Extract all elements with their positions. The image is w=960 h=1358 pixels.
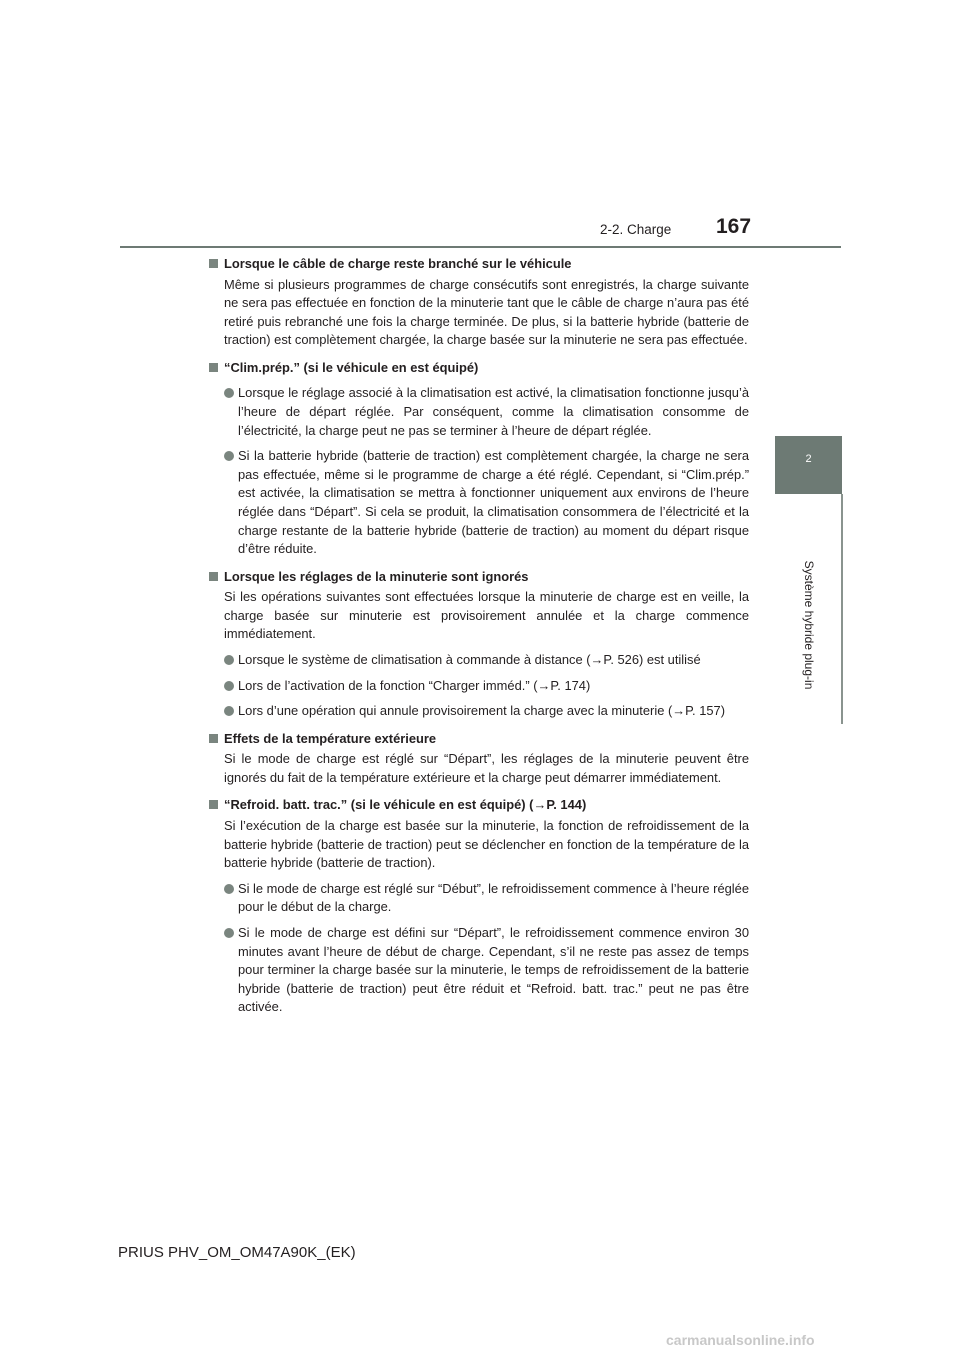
section-cable-connected: [209, 255, 749, 350]
round-bullet-icon: [224, 451, 234, 461]
section-text: Même si plusieurs programmes de charge consécutifs sont enregistrés, la charge suivante ne sera pas effectuée en fonction de la minuterie tant que le câble de charge n’aura pas été retiré puis rebranché une fois la charge terminée. De plus, si la batterie hybride (batterie de traction) est complètement chargée, la charge basée sur la minuterie ne sera pas effectuée.: [224, 276, 749, 348]
section-heading: “Refroid. batt. trac.” (si le véhicule en est équipé) (→P. 144): [209, 796, 749, 815]
list-item: Si le mode de charge est défini sur “Départ”, le refroidissement commence environ 30 minutes avant l’heure de début de charge. Cependant, s’il ne reste pas assez de temps pour terminer la charge basée sur la minuterie, le temps de refroidissement de la batterie hybride (batterie de traction) peut être réduit et “Refroid. batt. trac.” peut ne pas être activée.: [224, 924, 749, 1017]
section-heading: Lorsque les réglages de la minuterie sont ignorés: [209, 568, 749, 587]
header-rule: [120, 246, 841, 248]
list-item: Lors d’une opération qui annule provisoirement la charge avec la minuterie (→P. 157): [224, 702, 749, 721]
round-bullet-icon: [224, 655, 234, 665]
list-item: Lorsque le système de climatisation à commande à distance (→P. 526) est utilisé: [224, 651, 749, 670]
chapter-title-text: Système hybride plug-in: [802, 560, 816, 690]
section-text: Si les opérations suivantes sont effectuées lorsque la minuterie de charge est en veille, la charge basée sur minuterie est provisoirement annulée et la charge commence immédiatement.: [224, 589, 749, 642]
list-item: Si la batterie hybride (batterie de traction) est complètement chargée, la charge ne sera pas effectuée, même si le programme de charge a été réglé. Cependant, si “Clim.prép.” est activée, la climatisation se mettra à fonctionner uniquement aux environs de l’heure réglée dans “Départ”. Si cela se produit, la climatisation consommera de l’électricité et la charge restante de la batterie hybride (batterie de traction) au moment du départ risque d’être réduite.: [224, 447, 749, 559]
list-item: Lorsque le réglage associé à la climatisation est activé, la climatisation fonctionne jusqu’à l’heure de départ réglée. Par conséquent, comme la climatisation consomme de l’électricité, la charge peut ne pas se terminer à l’heure de départ réglée.: [224, 384, 749, 440]
section-battery-cooling: [209, 796, 749, 1016]
square-bullet-icon: [209, 800, 218, 809]
section-heading: Effets de la température extérieure: [209, 730, 749, 749]
list-item: Lors de l’activation de la fonction “Charger imméd.” (→P. 174): [224, 677, 749, 696]
chapter-tab: [775, 436, 842, 494]
round-bullet-icon: [224, 681, 234, 691]
round-bullet-icon: [224, 388, 234, 398]
section-timer-ignored: [209, 568, 749, 721]
square-bullet-icon: [209, 734, 218, 743]
section-text: Si le mode de charge est réglé sur “Départ”, les réglages de la minuterie peuvent être ignorés du fait de la température extérieure et la charge peut démarrer immédiatement.: [224, 751, 749, 785]
list-item: Si le mode de charge est réglé sur “Début”, le refroidissement commence à l’heure réglée pour le début de la charge.: [224, 880, 749, 917]
square-bullet-icon: [209, 363, 218, 372]
page-number: 167: [716, 215, 752, 238]
section-outside-temperature: [209, 730, 749, 788]
chapter-title: [801, 530, 817, 720]
section-text: Si l’exécution de la charge est basée sur la minuterie, la fonction de refroidissement de la batterie hybride (batterie de traction) peut se déclencher en fonction de la température de la batterie hybride (batterie de traction).: [224, 817, 749, 871]
main-content: [209, 255, 749, 1017]
square-bullet-icon: [209, 259, 218, 268]
section-heading: Lorsque le câble de charge reste branché sur le véhicule: [209, 255, 749, 274]
square-bullet-icon: [209, 572, 218, 581]
section-clim-prep: [209, 359, 749, 559]
section-heading: “Clim.prép.” (si le véhicule en est équipé): [209, 359, 749, 378]
watermark: carmanualsonline.info: [666, 1332, 815, 1348]
footer-document-code: PRIUS PHV_OM_OM47A90K_(EK): [118, 1244, 356, 1261]
round-bullet-icon: [224, 706, 234, 716]
round-bullet-icon: [224, 884, 234, 894]
round-bullet-icon: [224, 928, 234, 938]
header-section: 2-2. Charge: [600, 222, 672, 237]
chapter-number: 2: [805, 453, 812, 465]
chapter-side-rule: [841, 494, 843, 724]
